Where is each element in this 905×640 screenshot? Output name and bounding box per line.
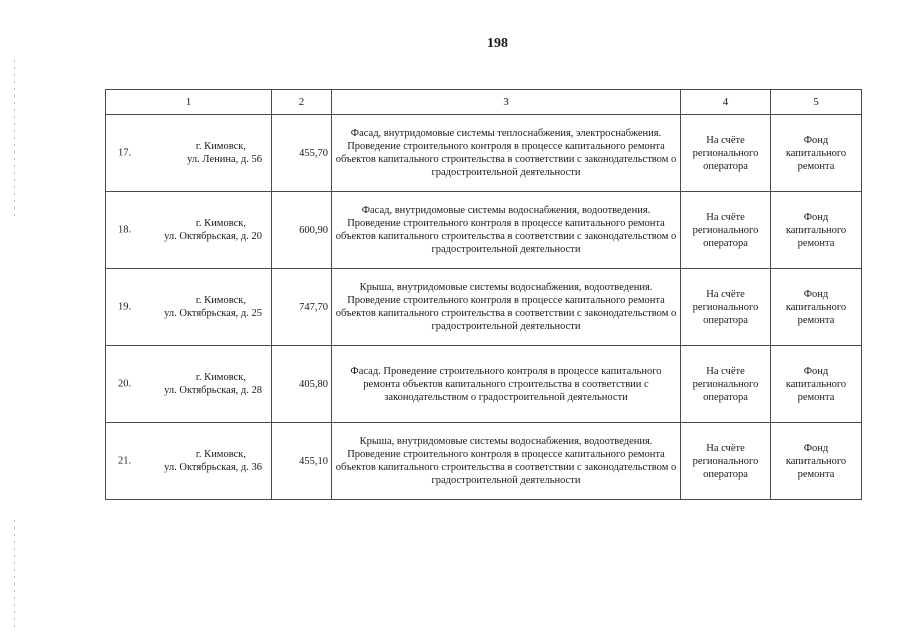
row-number: 20. — [118, 378, 132, 390]
table-row — [106, 269, 862, 346]
address-street: ул. Октябрьская, д. 36 — [164, 462, 262, 473]
column-header: 4 — [681, 90, 771, 115]
scan-edge-mark-top — [14, 60, 15, 220]
address-street: ул. Ленина, д. 56 — [187, 154, 262, 165]
address-cell — [106, 423, 272, 500]
address-street: ул. Октябрьская, д. 28 — [164, 385, 262, 396]
works-cell: Фасад, внутридомовые системы теплоснабжения, электроснабжения. Проведение строительного контроля в процессе капитального ремонта объектов капитального строительства в соответствии с законодательством о градостроительной деятельности — [332, 115, 681, 192]
table-row — [106, 423, 862, 500]
account-method-cell: На счёте регионального оператора — [681, 192, 771, 269]
area-cell: 600,90 — [272, 192, 332, 269]
works-cell: Фасад, внутридомовые системы водоснабжения, водоотведения. Проведение строительного контроля в процессе капитального ремонта объектов капитального строительства в соответствии с законодательством о градостроительной деятельности — [332, 192, 681, 269]
works-cell: Фасад. Проведение строительного контроля в процессе капитального ремонта объектов капитального строительства в соответствии с законодательством о градостроительной деятельности — [332, 346, 681, 423]
table-row — [106, 346, 862, 423]
account-method-cell: На счёте регионального оператора — [681, 115, 771, 192]
address-city: г. Кимовск, — [195, 372, 246, 383]
address-city: г. Кимовск, — [195, 449, 246, 460]
funding-source-cell: Фонд капитального ремонта — [771, 423, 862, 500]
account-method-cell: На счёте регионального оператора — [681, 346, 771, 423]
row-number: 19. — [118, 301, 132, 313]
table-row — [106, 192, 862, 269]
funding-source-cell: Фонд капитального ремонта — [771, 192, 862, 269]
address-city: г. Кимовск, — [195, 218, 246, 229]
address-street: ул. Октябрьская, д. 20 — [164, 231, 262, 242]
table-header-row — [106, 90, 862, 115]
address-cell — [106, 269, 272, 346]
area-cell: 455,70 — [272, 115, 332, 192]
address-city: г. Кимовск, — [195, 295, 246, 306]
area-cell: 747,70 — [272, 269, 332, 346]
funding-source-cell: Фонд капитального ремонта — [771, 269, 862, 346]
area-cell: 405,80 — [272, 346, 332, 423]
works-cell: Крыша, внутридомовые системы водоснабжения, водоотведения. Проведение строительного контроля в процессе капитального ремонта объектов капитального строительства в соответствии с законодательством о градостроительной деятельности — [332, 423, 681, 500]
address-cell — [106, 192, 272, 269]
row-number: 17. — [118, 147, 132, 159]
address-city: г. Кимовск, — [195, 141, 246, 152]
table-row — [106, 115, 862, 192]
account-method-cell: На счёте регионального оператора — [681, 269, 771, 346]
column-header: 2 — [272, 90, 332, 115]
funding-source-cell: Фонд капитального ремонта — [771, 346, 862, 423]
funding-source-cell: Фонд капитального ремонта — [771, 115, 862, 192]
address-cell — [106, 115, 272, 192]
area-cell: 455,10 — [272, 423, 332, 500]
row-number: 18. — [118, 224, 132, 236]
column-header: 3 — [332, 90, 681, 115]
column-header: 5 — [771, 90, 862, 115]
page-number: 198 — [487, 36, 508, 51]
works-cell: Крыша, внутридомовые системы водоснабжения, водоотведения. Проведение строительного контроля в процессе капитального ремонта объектов капитального строительства в соответствии с законодательством о градостроительной деятельности — [332, 269, 681, 346]
account-method-cell: На счёте регионального оператора — [681, 423, 771, 500]
scan-edge-mark-bottom — [14, 520, 15, 630]
address-street: ул. Октябрьская, д. 25 — [164, 308, 262, 319]
repair-works-table — [105, 89, 862, 500]
address-cell — [106, 346, 272, 423]
row-number: 21. — [118, 455, 132, 467]
column-header: 1 — [106, 90, 272, 115]
